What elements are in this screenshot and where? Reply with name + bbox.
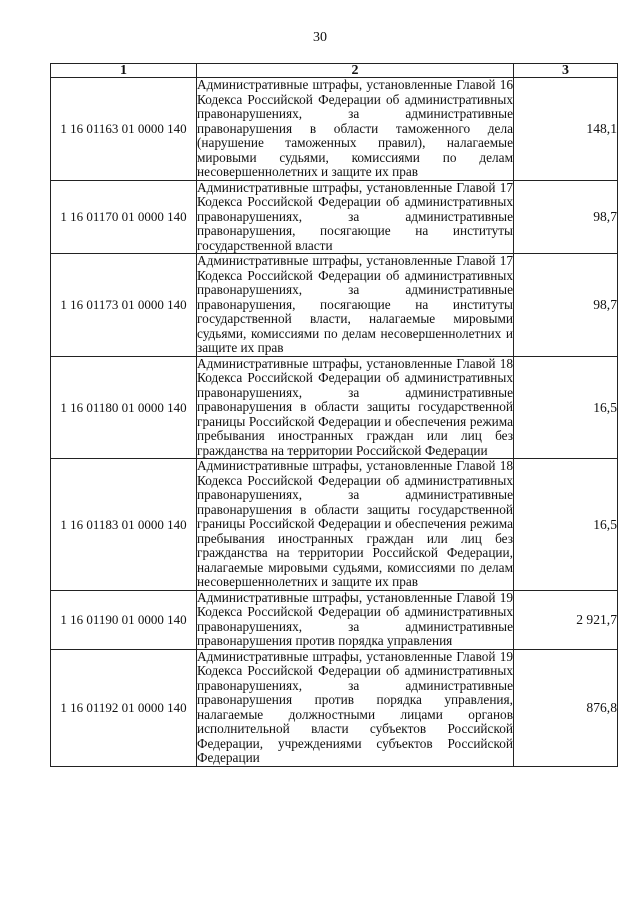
amount-value: 98,7 [514, 180, 618, 254]
budget-code: 1 16 01163 01 0000 140 [51, 78, 197, 181]
table-row [51, 649, 618, 766]
amount-value: 2 921,7 [514, 590, 618, 649]
table-row [51, 78, 618, 181]
revenue-description: Административные штрафы, установленные Главой 18 Кодекса Российской Федерации об административных правонарушениях, за административные правонарушения в области защиты государственной границы Российской Федерации и обеспечения режима пребывания иностранных граждан или лиц без гражданства на территории Российской Федерации, налагаемые мировыми судьями, комиссиями по делам несовершеннолетних и защите их прав [197, 458, 513, 589]
budget-code: 1 16 01173 01 0000 140 [51, 254, 197, 357]
table-header-row [51, 64, 618, 78]
column-header-amount: 3 [514, 64, 618, 78]
amount-value: 16,5 [514, 459, 618, 591]
revenue-description: Административные штрафы, установленные Главой 19 Кодекса Российской Федерации об административных правонарушениях, за административные правонарушения против порядка управления [197, 589, 513, 648]
column-header-description: 2 [197, 64, 514, 78]
table-row [51, 590, 618, 649]
budget-code: 1 16 01170 01 0000 140 [51, 180, 197, 254]
table-row [51, 356, 618, 459]
page-number: 30 [313, 30, 327, 45]
revenue-table [50, 63, 618, 767]
column-header-code: 1 [51, 64, 197, 78]
amount-value: 876,8 [514, 649, 618, 766]
revenue-description: Административные штрафы, установленные Главой 18 Кодекса Российской Федерации об административных правонарушениях, за административные правонарушения в области защиты государственной границы Российской Федерации и обеспечения режима пребывания иностранных граждан или лиц без гражданства на территории Российской Федерации [197, 355, 513, 458]
table-row [51, 180, 618, 254]
revenue-description: Административные штрафы, установленные Главой 17 Кодекса Российской Федерации об административных правонарушениях, за административные правонарушения, посягающие на институты государственной власти, налагаемые мировыми судьями, комиссиями по делам несовершеннолетних и защите их прав [197, 253, 513, 355]
budget-code: 1 16 01183 01 0000 140 [51, 459, 197, 591]
amount-value: 148,1 [514, 78, 618, 181]
budget-code: 1 16 01192 01 0000 140 [51, 649, 197, 766]
amount-value: 16,5 [514, 356, 618, 459]
table-row [51, 459, 618, 591]
amount-value: 98,7 [514, 254, 618, 357]
revenue-description: Административные штрафы, установленные Главой 19 Кодекса Российской Федерации об административных правонарушениях, за административные правонарушения против порядка управления, налагаемые должностными лицами органов исполнительной власти субъектов Российской Федерации, учреждениями субъектов Российской Федерации [197, 648, 513, 765]
revenue-description: Административные штрафы, установленные Главой 17 Кодекса Российской Федерации об административных правонарушениях, за административные правонарушения, посягающие на институты государственной власти [197, 179, 513, 253]
table-row [51, 254, 618, 357]
budget-code: 1 16 01180 01 0000 140 [51, 356, 197, 459]
budget-code: 1 16 01190 01 0000 140 [51, 590, 197, 649]
revenue-description: Административные штрафы, установленные Главой 16 Кодекса Российской Федерации об административных правонарушениях, за административные правонарушения в области таможенного дела (нарушение таможенных правил), налагаемые мировыми судьями, комиссиями по делам несовершеннолетних и защите их прав [197, 77, 513, 179]
